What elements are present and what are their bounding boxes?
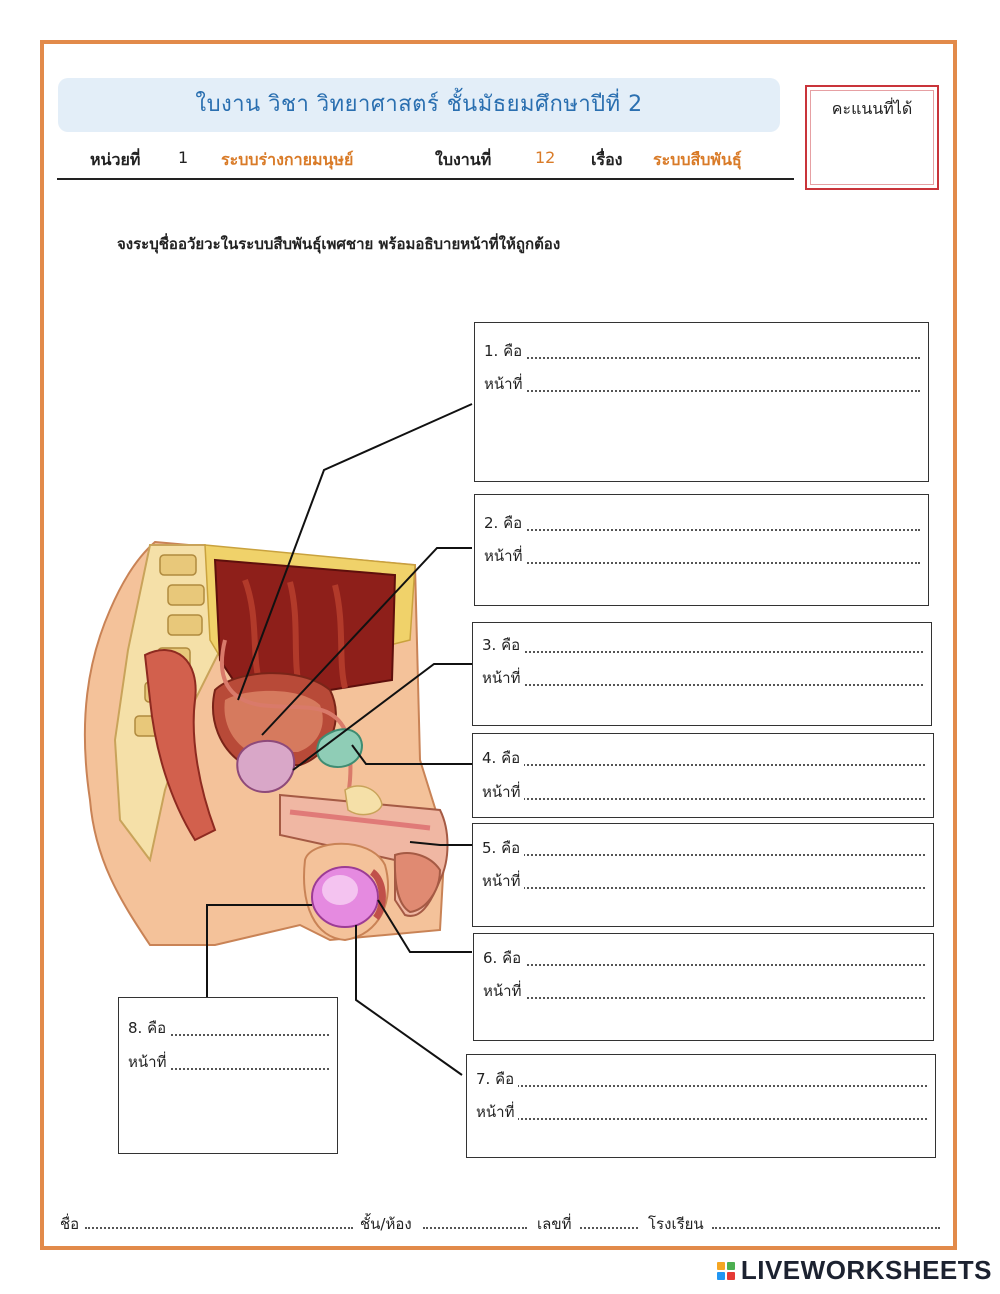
unit-number: 1	[178, 148, 189, 167]
unit-name: ระบบร่างกายมนุษย์	[221, 150, 354, 169]
answer-1-function-label: หน้าที่	[484, 375, 526, 393]
answer-6-label: 6. คือ	[483, 949, 525, 967]
answer-3-label: 3. คือ	[482, 636, 524, 654]
number-field[interactable]	[580, 1227, 638, 1229]
answer-box-5	[472, 823, 934, 927]
score-label: คะแนนที่ได้	[831, 99, 913, 118]
answer-8-function-label: หน้าที่	[128, 1053, 170, 1071]
answer-1-label: 1. คือ	[484, 342, 526, 360]
footer-school-label: โรงเรียน	[648, 1215, 704, 1233]
unit-label: หน่วยที่	[90, 150, 141, 169]
school-field[interactable]	[712, 1227, 940, 1229]
answer-box-7	[466, 1054, 936, 1158]
answer-2-label: 2. คือ	[484, 514, 526, 532]
sheet-label: ใบงานที่	[435, 150, 492, 169]
answer-box-3	[472, 622, 932, 726]
answer-5-function-label: หน้าที่	[482, 872, 524, 890]
leader-line-7	[356, 925, 462, 1075]
answer-5-label: 5. คือ	[482, 839, 524, 857]
answer-4-function-label: หน้าที่	[482, 783, 524, 801]
liveworksheets-logo-icon	[717, 1262, 735, 1280]
answer-6-function-label: หน้าที่	[483, 982, 525, 1000]
answer-box-1	[474, 322, 929, 482]
worksheet-title: ใบงาน วิชา วิทยาศาสตร์ ชั้นมัธยมศึกษาปีที่ 2	[195, 92, 643, 117]
liveworksheets-logo	[717, 1255, 992, 1286]
name-field[interactable]	[85, 1227, 353, 1229]
answer-4-label: 4. คือ	[482, 749, 524, 767]
footer-number-label: เลขที่	[537, 1215, 572, 1233]
answer-box-2	[474, 494, 929, 606]
instruction-text: จงระบุชื่ออวัยวะในระบบสืบพันธุ์เพศชาย พร้อมอธิบายหน้าที่ให้ถูกต้อง	[117, 235, 561, 253]
answer-8-label: 8. คือ	[128, 1019, 170, 1037]
answer-box-4	[472, 733, 934, 818]
answer-3-function-label: หน้าที่	[482, 669, 524, 687]
topic-label: เรื่อง	[591, 150, 623, 169]
prostate	[237, 741, 294, 792]
footer-class-label: ชั้น/ห้อง	[360, 1215, 412, 1233]
answer-2-function-label: หน้าที่	[484, 547, 526, 565]
sheet-number: 12	[535, 148, 556, 167]
topic-name: ระบบสืบพันธุ์	[653, 150, 742, 169]
class-field[interactable]	[423, 1227, 527, 1229]
answer-7-function-label: หน้าที่	[476, 1103, 518, 1121]
footer-name-label: ชื่อ	[60, 1215, 80, 1233]
answer-7-label: 7. คือ	[476, 1070, 518, 1088]
answer-box-8	[118, 997, 338, 1154]
logo-text: LIVEWORKSHEETS	[740, 1255, 992, 1285]
answer-box-6	[473, 933, 934, 1041]
